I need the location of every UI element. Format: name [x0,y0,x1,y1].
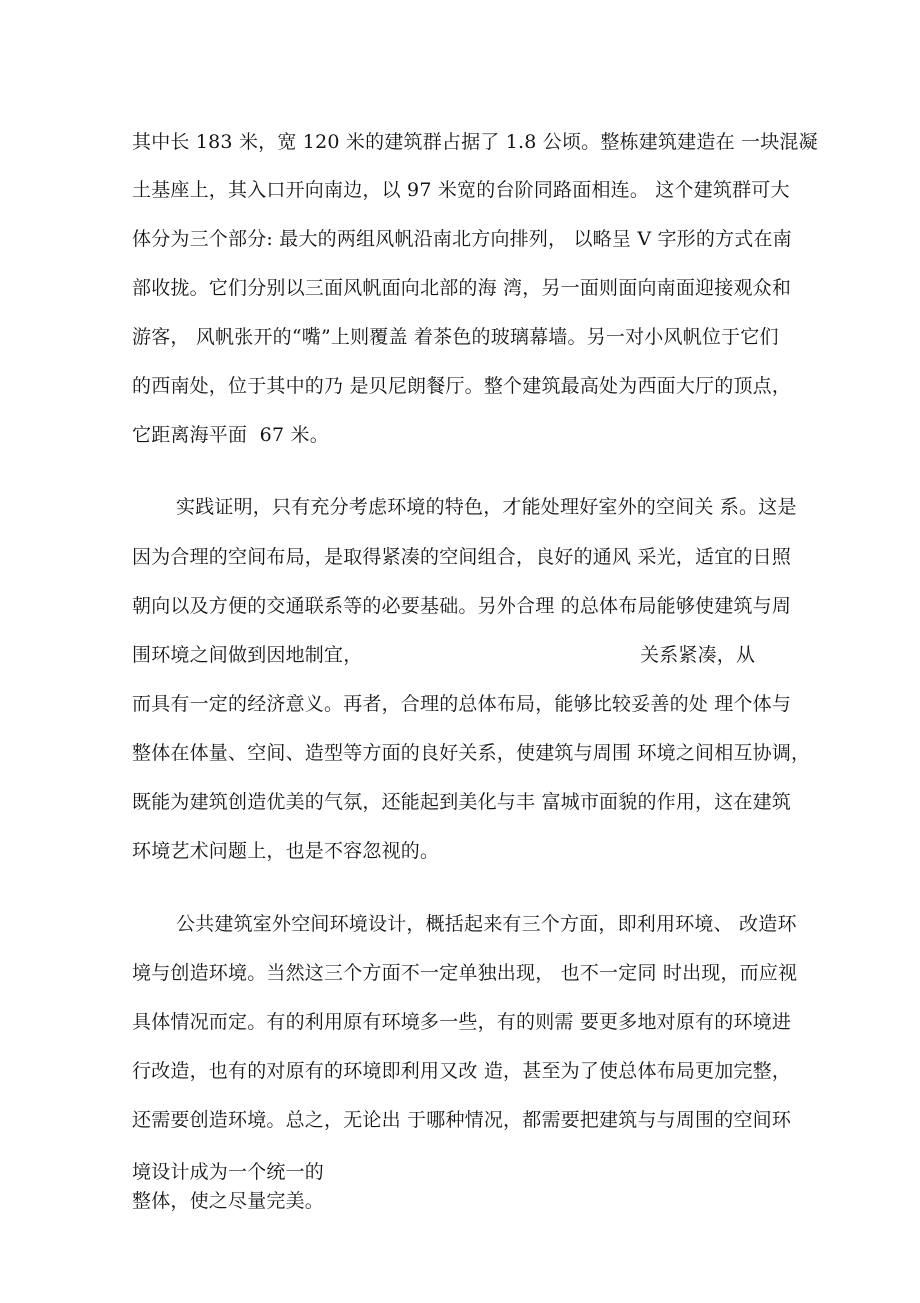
text-line: 具体情况而定。有的利用原有环境多一些，有的则需 要更多地对原有的环境进 [132,1011,792,1033]
text-line: 行改造，也有的对原有的环境即利用又改 造，甚至为了使总体布局更加完整， [132,1060,792,1082]
text-line: 游客， 风帆张开的“嘴”上则覆盖 着茶色的玻璃幕墙。另一对小风帆位于它们 [132,326,779,348]
text-line: 因为合理的空间布局，是取得紧凑的空间组合，良好的通风 采光，适宜的日照 [132,546,792,568]
text-line: 整体，使之尽量完美。 [132,1190,325,1212]
text-line: 土基座上，其入口开向南边，以 97 米宽的台阶同路面相连。 这个建筑群可大 [132,179,790,201]
text-line: 实践证明，只有充分考虑环境的特色，才能处理好室外的空间关 系。这是 [176,496,797,518]
text-line: 部收拢。它们分别以三面风帆面向北部的海 湾，另一面则面向南面迎接观众和 [132,277,792,299]
text-line: 整体在体量、空间、造型等方面的良好关系，使建筑与周围 环境之间相互协调， [132,742,811,764]
text-line: 而具有一定的经济意义。再者，合理的总体布局，能够比较妥善的处 理个体与 [132,693,792,715]
text-line: 体分为三个部分: 最大的两组风帆沿南北方向排列， 以略呈 V 字形的方式在南 [132,228,792,250]
text-line: 其中长 183 米，宽 120 米的建筑群占据了 1.8 公顷。整栋建筑建造在 一块混凝 [132,131,818,153]
text-line: 环境艺术问题上，也是不容忽视的。 [132,840,440,862]
text-line: 还需要创造环境。总之，无论出 于哪种情况，都需要把建筑与与周围的空间环 [132,1109,792,1131]
text-line: 的西南处，位于其中的乃 是贝尼朗餐厅。整个建筑最高处为西面大厅的顶点， [132,375,792,397]
text-line: 围环境之间做到因地制宜， [132,644,363,666]
text-line-fragment: 关系紧凑，从 [640,644,756,666]
text-line: 境与创造环境。当然这三个方面不一定单独出现， 也不一定同 时出现，而应视 [132,962,798,984]
text-line: 朝向以及方便的交通联系等的必要基础。另外合理 的总体布局能够使建筑与周 [132,595,792,617]
text-line: 它距离海平面 67 米。 [132,424,329,446]
text-line: 既能为建筑创造优美的气氛，还能起到美化与丰 富城市面貌的作用，这在建筑 [132,791,792,813]
text-line: 公共建筑室外空间环境设计，概括起来有三个方面，即利用环境、 改造环 [176,913,797,935]
text-line: 境设计成为一个统一的 [132,1161,325,1183]
